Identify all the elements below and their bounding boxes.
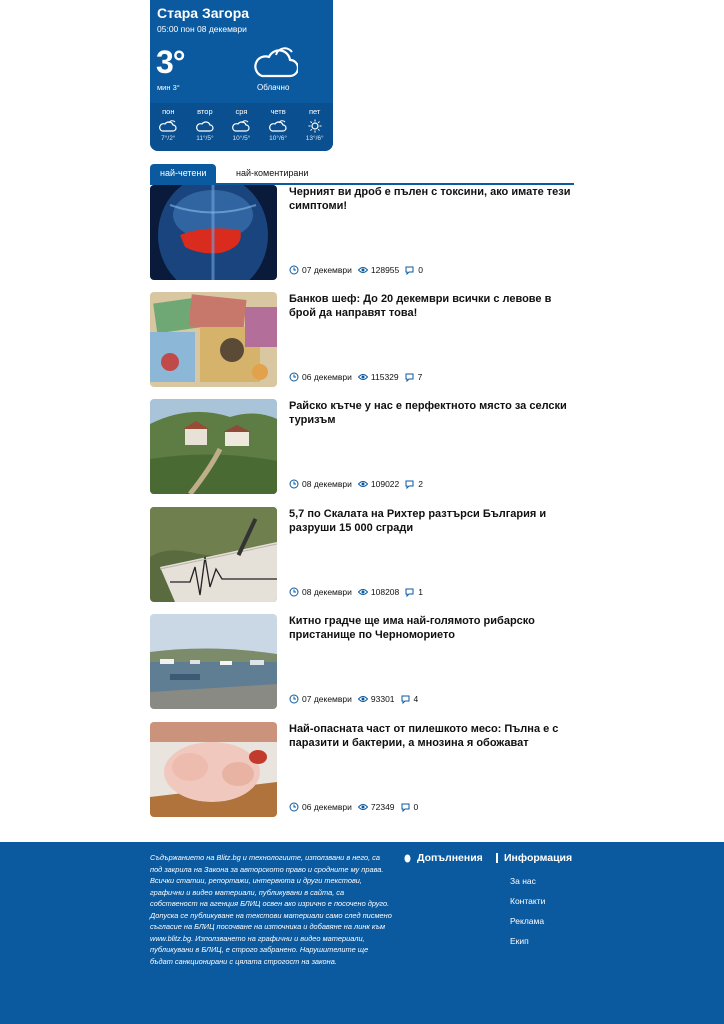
forecast-day-name: втор xyxy=(197,107,213,116)
tab-most-commented[interactable]: най-коментирани xyxy=(236,168,309,178)
partly-cloudy-icon xyxy=(232,119,250,133)
article-item[interactable] xyxy=(150,185,574,280)
comment-icon xyxy=(401,802,411,812)
article-meta xyxy=(289,479,429,489)
forecast-day xyxy=(223,103,260,151)
clock-icon xyxy=(289,479,299,489)
clock-icon xyxy=(289,372,299,382)
article-comments: 0 xyxy=(413,802,419,812)
forecast-day-name: сря xyxy=(235,107,248,116)
article-comments: 0 xyxy=(418,265,423,275)
footer-heading-extras xyxy=(404,852,483,864)
footer-heading-info xyxy=(496,852,572,864)
footer-heading-extras-label: Допълнения xyxy=(417,852,483,864)
eye-icon xyxy=(358,372,368,382)
divider-icon xyxy=(496,853,498,863)
article-thumbnail[interactable] xyxy=(150,292,277,387)
eye-icon xyxy=(358,694,368,704)
eye-icon xyxy=(358,479,368,489)
article-meta xyxy=(289,587,429,597)
article-title[interactable]: Черният ви дроб е пълен с токсини, ако имате тези симптоми! xyxy=(289,186,571,212)
forecast-temps: 13°/6° xyxy=(305,135,324,142)
article-date: 06 декември xyxy=(302,372,352,382)
partly-cloudy-icon xyxy=(269,119,287,133)
article-thumbnail[interactable] xyxy=(150,185,277,280)
forecast-day-name: четв xyxy=(270,107,286,116)
article-date: 08 декември xyxy=(302,587,352,597)
article-meta xyxy=(289,694,424,704)
bullet-icon xyxy=(404,854,411,863)
footer-links xyxy=(510,876,545,956)
clock-icon xyxy=(289,694,299,704)
article-comments: 7 xyxy=(417,372,423,382)
weather-forecast xyxy=(150,103,333,151)
sun-icon xyxy=(306,119,324,133)
footer-link-team[interactable]: Екип xyxy=(510,936,529,946)
forecast-temps: 7°/2° xyxy=(161,135,176,142)
comment-icon xyxy=(401,694,411,704)
article-thumbnail[interactable] xyxy=(150,507,277,602)
footer-link-contacts[interactable]: Контакти xyxy=(510,896,546,906)
clock-icon xyxy=(289,802,299,812)
article-date: 07 декември xyxy=(302,265,352,275)
cloud-icon xyxy=(196,119,214,133)
cloud-icon xyxy=(252,46,298,80)
article-views: 128955 xyxy=(370,265,400,275)
article-views: 115329 xyxy=(370,372,399,382)
article-date: 06 декември xyxy=(302,802,352,812)
clock-icon xyxy=(289,587,299,597)
weather-condition: Облачно xyxy=(257,83,290,92)
weather-widget xyxy=(150,0,333,151)
eye-icon xyxy=(358,265,368,275)
copyright-text: Съдържанието на Blitz.bg и технологиите, използвани в него, са под закрила на Закона за авторското право и сродните му права. Всички статии, репортажи, интервюта и други текстови, графични и видео материали, публикувани в сайта, са собственост на агенция БЛИЦ освен ако изрично е посочено друго. Допуска се публикуване на текстови материали само след писмено съгласие на БЛИЦ посочване на източника и добавяне на линк към www.blitz.bg. Използването на графични и видео материали, публикувани в БЛИЦ, е строго забранено. Нарушителите ще бъдат санкционирани с цялата строгост на закона. xyxy=(150,853,392,966)
partly-cloudy-icon xyxy=(159,119,177,133)
article-thumbnail[interactable] xyxy=(150,722,277,817)
article-comments: 4 xyxy=(413,694,419,704)
article-thumbnail[interactable] xyxy=(150,614,277,709)
eye-icon xyxy=(358,802,368,812)
article-date: 08 декември xyxy=(302,479,352,489)
weather-temperature: 3° xyxy=(156,44,185,80)
article-meta xyxy=(289,372,428,382)
clock-icon xyxy=(289,265,299,275)
article-comments: 1 xyxy=(418,587,423,597)
footer-link-about[interactable]: За нас xyxy=(510,876,536,886)
article-views: 72349 xyxy=(370,802,395,812)
tab-most-read[interactable]: най-четени xyxy=(150,164,216,183)
article-item[interactable] xyxy=(150,507,574,602)
article-thumbnail[interactable] xyxy=(150,399,277,494)
forecast-day xyxy=(260,103,297,151)
forecast-day xyxy=(296,103,333,151)
forecast-day-name: пет xyxy=(308,107,321,116)
article-views: 109022 xyxy=(370,479,400,489)
article-item[interactable] xyxy=(150,722,574,817)
article-item[interactable] xyxy=(150,399,574,494)
weather-date: 05:00 пон 08 декември xyxy=(157,24,247,34)
article-title[interactable]: Райско кътче у нас е перфектното място за селски туризъм xyxy=(289,400,567,426)
article-title[interactable]: Банков шеф: До 20 декември всички с левове в брой да направят това! xyxy=(289,293,552,319)
forecast-day xyxy=(187,103,224,151)
forecast-day xyxy=(150,103,187,151)
forecast-day-name: пон xyxy=(162,107,175,116)
site-footer xyxy=(0,842,724,1024)
footer-heading-info-label: Информация xyxy=(504,852,573,864)
eye-icon xyxy=(358,587,368,597)
comment-icon xyxy=(405,265,415,275)
article-title[interactable]: Китно градче ще има най-голямото рибарско пристанище по Черноморието xyxy=(289,615,535,641)
article-comments: 2 xyxy=(418,479,423,489)
article-item[interactable] xyxy=(150,614,574,709)
article-tabs xyxy=(150,164,574,185)
article-title[interactable]: 5,7 по Скалата на Рихтер разтърси България и разруши 15 000 сгради xyxy=(289,508,547,534)
comment-icon xyxy=(405,479,415,489)
article-views: 93301 xyxy=(370,694,395,704)
forecast-temps: 10°/6° xyxy=(269,135,287,142)
weather-city: Стара Загора xyxy=(157,5,250,21)
comment-icon xyxy=(405,587,415,597)
article-meta xyxy=(289,802,424,812)
weather-min-temperature: мин 3° xyxy=(157,83,180,92)
article-views: 108208 xyxy=(370,587,400,597)
forecast-temps: 11°/5° xyxy=(196,135,214,142)
footer-link-advertising[interactable]: Реклама xyxy=(510,916,545,926)
forecast-temps: 10°/5° xyxy=(232,135,251,142)
comment-icon xyxy=(405,372,415,382)
article-item[interactable] xyxy=(150,292,574,387)
article-date: 07 декември xyxy=(302,694,352,704)
article-meta xyxy=(289,265,429,275)
article-title[interactable]: Най-опасната част от пилешкото месо: Пълна е с паразити и бактерии, а мнозина я обожават xyxy=(289,723,559,749)
